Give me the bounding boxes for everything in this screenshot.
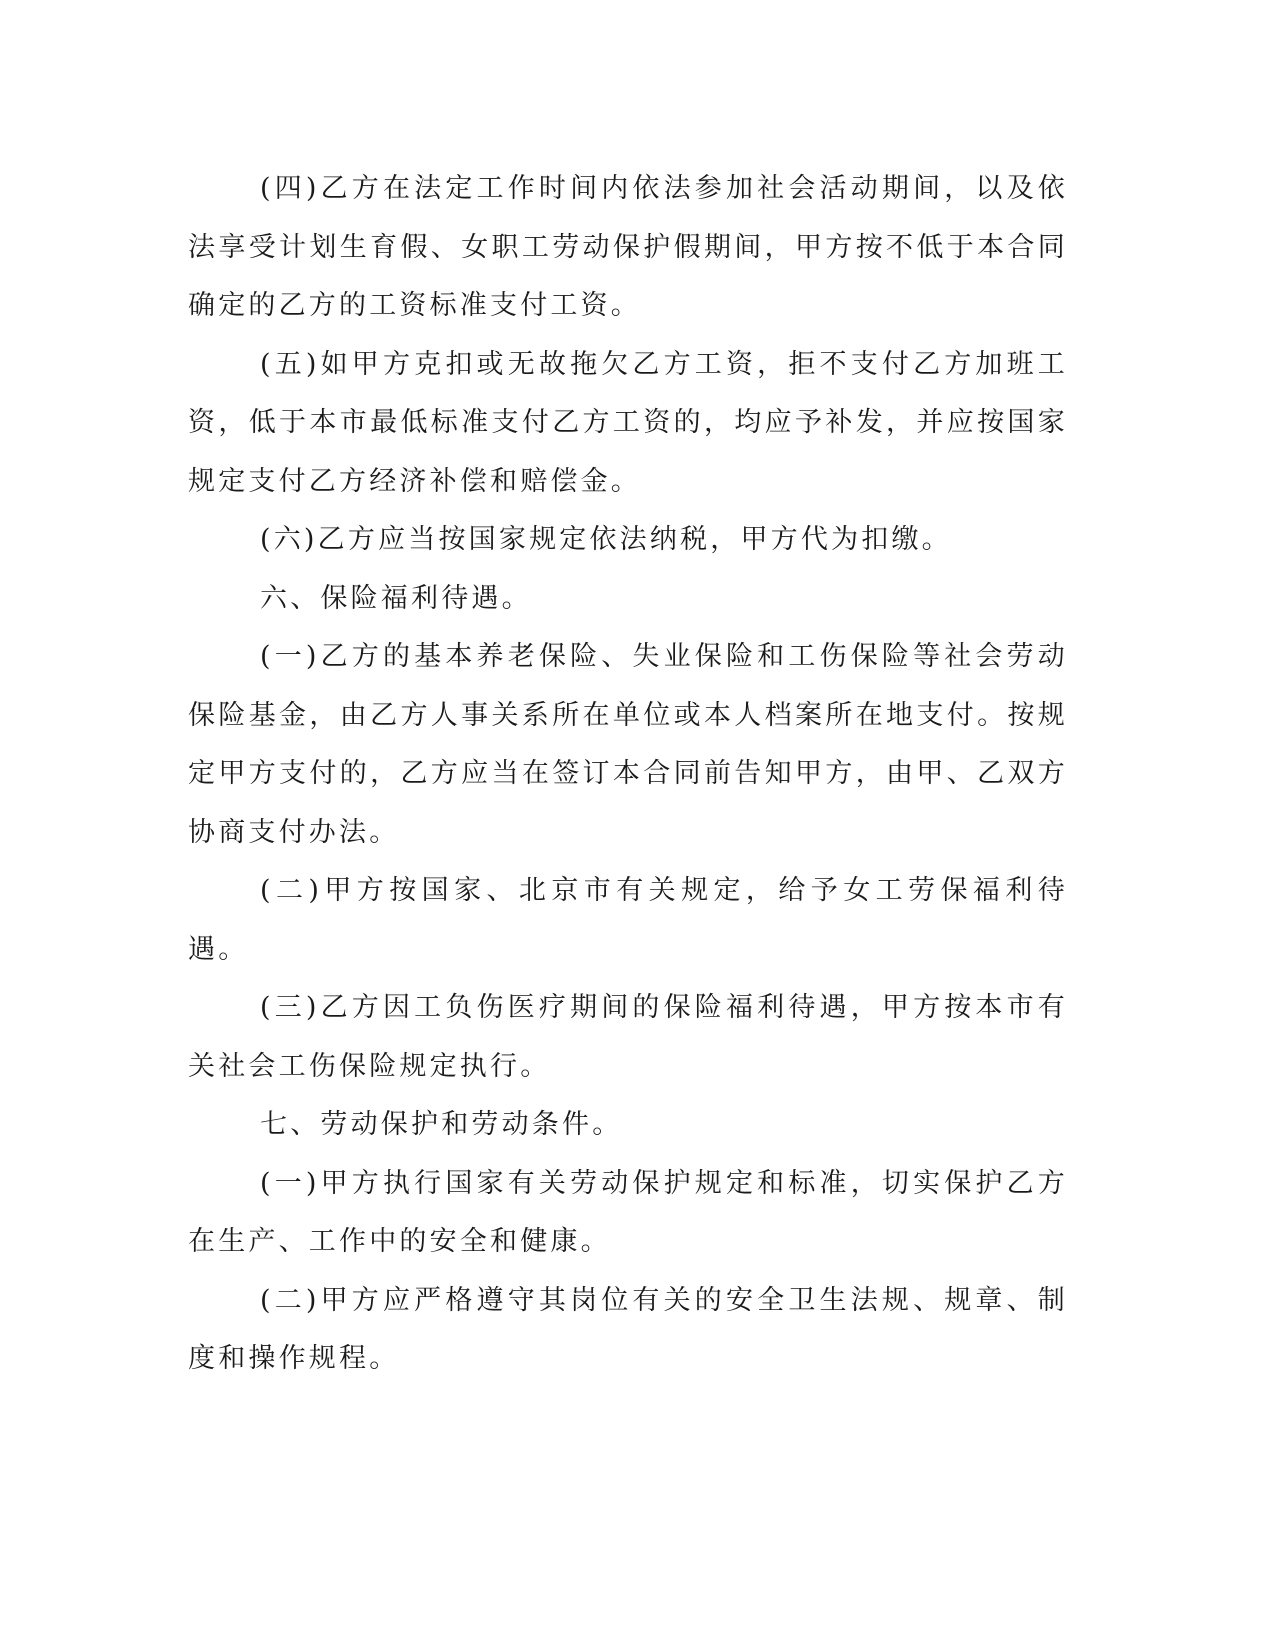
clause-paragraph: (五)如甲方克扣或无故拖欠乙方工资，拒不支付乙方加班工资，低于本市最低标准支付乙方工资的，均应予补发，并应按国家规定支付乙方经济补偿和赔偿金。 bbox=[188, 348, 1068, 497]
clause-paragraph: (六)乙方应当按国家规定依法纳税，甲方代为扣缴。 bbox=[260, 524, 952, 555]
clause-paragraph: (二)甲方按国家、北京市有关规定，给予女工劳保福利待遇。 bbox=[188, 875, 1068, 965]
document-body bbox=[188, 160, 1068, 1389]
clause-paragraph: (三)乙方因工负伤医疗期间的保险福利待遇，甲方按本市有关社会工伤保险规定执行。 bbox=[188, 992, 1068, 1082]
clause-paragraph: (二)甲方应严格遵守其岗位有关的安全卫生法规、规章、制度和操作规程。 bbox=[188, 1284, 1068, 1374]
clause-paragraph: (一)乙方的基本养老保险、失业保险和工伤保险等社会劳动保险基金，由乙方人事关系所在单位或本人档案所在地支付。按规定甲方支付的，乙方应当在签订本合同前告知甲方，由甲、乙双方协商支付办法。 bbox=[188, 641, 1068, 848]
clause-paragraph: (四)乙方在法定工作时间内依法参加社会活动期间，以及依法享受计划生育假、女职工劳动保护假期间，甲方按不低于本合同确定的乙方的工资标准支付工资。 bbox=[188, 173, 1068, 321]
section-heading: 六、保险福利待遇。 bbox=[260, 582, 532, 614]
section-heading: 七、劳动保护和劳动条件。 bbox=[260, 1109, 623, 1140]
clause-paragraph: (一)甲方执行国家有关劳动保护规定和标准，切实保护乙方在生产、工作中的安全和健康。 bbox=[188, 1167, 1068, 1257]
